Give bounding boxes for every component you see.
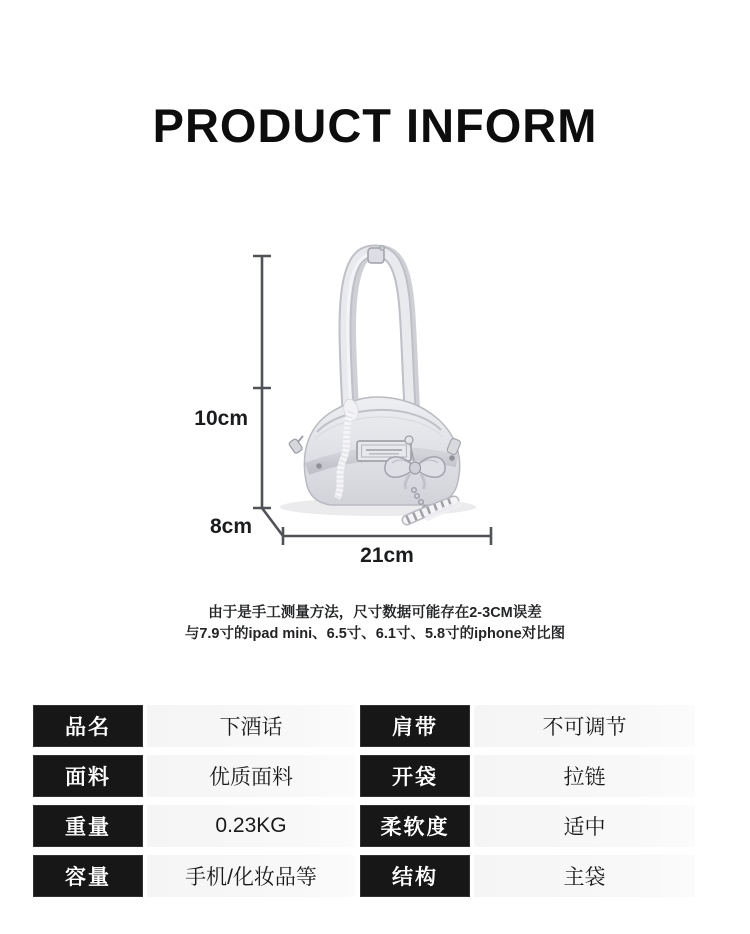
width-dimension-label: 21cm (360, 544, 414, 567)
spec-row-structure (360, 855, 695, 897)
spec-value: 下酒话 (147, 705, 355, 747)
spec-label: 开袋 (360, 755, 470, 797)
spec-value: 适中 (474, 805, 695, 847)
disclaimer-line-2: 与7.9寸的ipad mini、6.5寸、6.1寸、5.8寸的iphone对比图 (184, 626, 566, 642)
spec-row-opening (360, 755, 695, 797)
spec-label: 品名 (33, 705, 143, 747)
height-dimension-label: 10cm (194, 407, 248, 430)
spec-row-weight (33, 805, 355, 847)
spec-table (33, 705, 695, 897)
spec-label: 容量 (33, 855, 143, 897)
measurement-disclaimer (0, 603, 750, 645)
spec-value: 手机/化妆品等 (147, 855, 355, 897)
spec-row-fabric (33, 755, 355, 797)
spec-label: 结构 (360, 855, 470, 897)
handbag-dimension-diagram (0, 240, 750, 585)
spec-row-capacity (33, 855, 355, 897)
spec-label: 重量 (33, 805, 143, 847)
strap-rivet-left (316, 463, 322, 469)
depth-dimension-line (262, 508, 283, 536)
product-figure (0, 240, 750, 585)
spec-row-softness (360, 805, 695, 847)
spec-value: 主袋 (474, 855, 695, 897)
spec-row-product-name (33, 705, 355, 747)
spec-value: 优质面料 (147, 755, 355, 797)
zipper-pull (288, 436, 303, 454)
spec-label: 柔软度 (360, 805, 470, 847)
depth-dimension-label: 8cm (209, 515, 252, 538)
disclaimer-line-1: 由于是手工测量方法，尺寸数据可能存在2-3CM误差 (208, 605, 542, 621)
spec-row-shoulder-strap (360, 705, 695, 747)
spec-value: 拉链 (474, 755, 695, 797)
spec-value: 不可调节 (474, 705, 695, 747)
spec-label: 肩带 (360, 705, 470, 747)
page-title: PRODUCT INFORM (152, 99, 598, 152)
spec-label: 面料 (33, 755, 143, 797)
handbag-illustration (280, 246, 476, 520)
strap-rivet-right (449, 455, 455, 461)
spec-value: 0.23KG (147, 805, 355, 847)
